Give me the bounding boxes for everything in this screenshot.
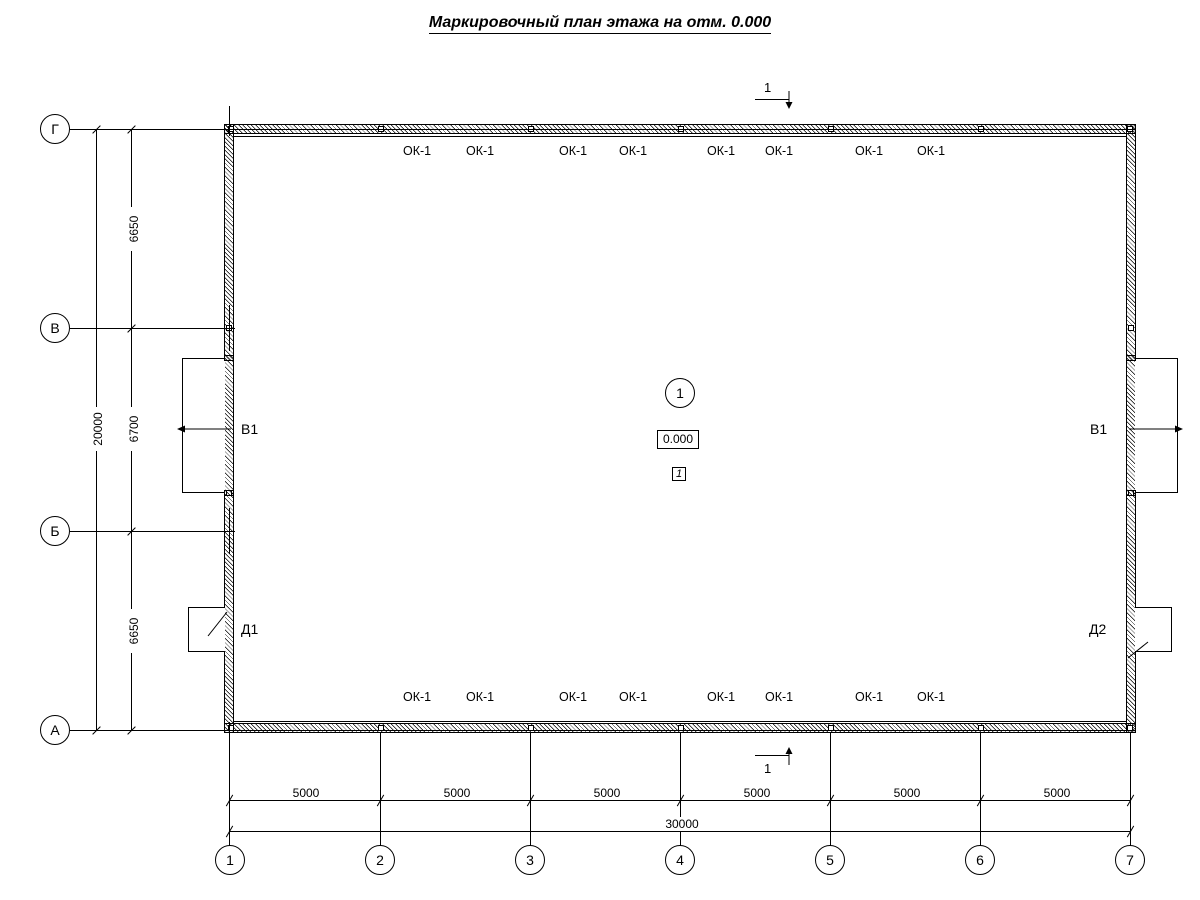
detail-mark xyxy=(672,467,686,481)
dim-left-total: 20000 xyxy=(91,407,105,451)
section-mark-bottom-arrow xyxy=(783,746,797,766)
window-label-top-3: ОК-1 xyxy=(559,144,588,158)
detail-mark-label: 1 xyxy=(676,468,683,480)
axis-bubble-2 xyxy=(365,845,395,875)
dim-bottom-3: 5000 xyxy=(580,786,634,800)
section-mark-top-arrow xyxy=(783,90,797,110)
window-label-top-5: ОК-1 xyxy=(707,144,736,158)
wall-right-gate-jamb xyxy=(1126,355,1136,361)
axis-bubble-7 xyxy=(1115,845,1145,875)
axis-bubble-5-label: 5 xyxy=(826,852,834,868)
page-title: Маркировочный план этажа на отм. 0.000 xyxy=(0,14,1200,32)
door-right-leaf xyxy=(1126,640,1156,664)
dim-chain-bottom-total-line xyxy=(229,831,1130,832)
dim-left-6650-bottom: 6650 xyxy=(127,609,141,653)
axis-bubble-1 xyxy=(215,845,245,875)
window-label-top-4: ОК-1 xyxy=(619,144,648,158)
window-label-bottom-4: ОК-1 xyxy=(619,690,648,704)
gate-right-label: В1 xyxy=(1090,421,1108,437)
axis-bubble-g xyxy=(40,114,70,144)
window-label-bottom-6: ОК-1 xyxy=(765,690,794,704)
window-label-bottom-2: ОК-1 xyxy=(466,690,495,704)
column-right-axis-v xyxy=(1128,325,1134,331)
window-label-top-7: ОК-1 xyxy=(855,144,884,158)
wall-left-gate-jamb xyxy=(224,355,234,361)
dim-bottom-6: 5000 xyxy=(1030,786,1084,800)
axis-tick-v-vert xyxy=(229,305,230,351)
window-label-top-1: ОК-1 xyxy=(403,144,432,158)
axis-bubble-7-label: 7 xyxy=(1126,852,1134,868)
axis-bubble-v-label: В xyxy=(50,320,60,336)
axis-line-b xyxy=(70,531,235,532)
axis-bubble-g-label: Г xyxy=(51,121,59,137)
dim-bottom-4: 5000 xyxy=(730,786,784,800)
axis-bubble-2-label: 2 xyxy=(376,852,384,868)
axis-bubble-3-label: 3 xyxy=(526,852,534,868)
dim-left-6650-top: 6650 xyxy=(127,207,141,251)
window-label-top-8: ОК-1 xyxy=(917,144,946,158)
axis-bubble-1-label: 1 xyxy=(226,852,234,868)
axis-bubble-v xyxy=(40,313,70,343)
dim-bottom-total: 30000 xyxy=(655,817,709,831)
door-left-label: Д1 xyxy=(241,621,259,637)
level-mark-label: 0.000 xyxy=(663,432,694,446)
window-label-bottom-1: ОК-1 xyxy=(403,690,432,704)
dim-bottom-2: 5000 xyxy=(430,786,484,800)
window-label-top-2: ОК-1 xyxy=(466,144,495,158)
axis-bubble-a-label: А xyxy=(50,722,60,738)
axis-bubble-b xyxy=(40,516,70,546)
window-label-bottom-7: ОК-1 xyxy=(855,690,884,704)
window-label-bottom-5: ОК-1 xyxy=(707,690,736,704)
node-callout-label: 1 xyxy=(676,385,684,401)
window-label-bottom-8: ОК-1 xyxy=(917,690,946,704)
node-callout-bubble xyxy=(665,378,695,408)
wall-right-gate-jamb-2 xyxy=(1126,490,1136,496)
level-mark xyxy=(657,430,699,449)
gate-right-arrow xyxy=(1127,422,1185,436)
door-right-label: Д2 xyxy=(1089,621,1107,637)
axis-bubble-a xyxy=(40,715,70,745)
axis-bubble-4-label: 4 xyxy=(676,852,684,868)
axis-tick-b-vert xyxy=(229,508,230,554)
dim-bottom-1: 5000 xyxy=(279,786,333,800)
dim-left-6700: 6700 xyxy=(127,407,141,451)
section-mark-bottom-label: 1 xyxy=(764,761,772,776)
axis-bubble-6 xyxy=(965,845,995,875)
dim-bottom-5: 5000 xyxy=(880,786,934,800)
axis-bubble-6-label: 6 xyxy=(976,852,984,868)
wall-top-inner-line xyxy=(234,136,1126,137)
gate-left-label: В1 xyxy=(241,421,259,437)
axis-bubble-3 xyxy=(515,845,545,875)
window-label-bottom-3: ОК-1 xyxy=(559,690,588,704)
wall-left-gate-jamb-2 xyxy=(224,490,234,496)
axis-bubble-b-label: Б xyxy=(50,523,60,539)
axis-line-v xyxy=(70,328,235,329)
section-mark-top-label: 1 xyxy=(764,80,772,95)
wall-bottom-inner-line xyxy=(234,721,1126,722)
door-left-leaf xyxy=(205,610,235,650)
gate-left-arrow xyxy=(175,422,233,436)
axis-bubble-5 xyxy=(815,845,845,875)
window-label-top-6: ОК-1 xyxy=(765,144,794,158)
axis-tick-g-vert xyxy=(229,106,230,136)
axis-bubble-4 xyxy=(665,845,695,875)
